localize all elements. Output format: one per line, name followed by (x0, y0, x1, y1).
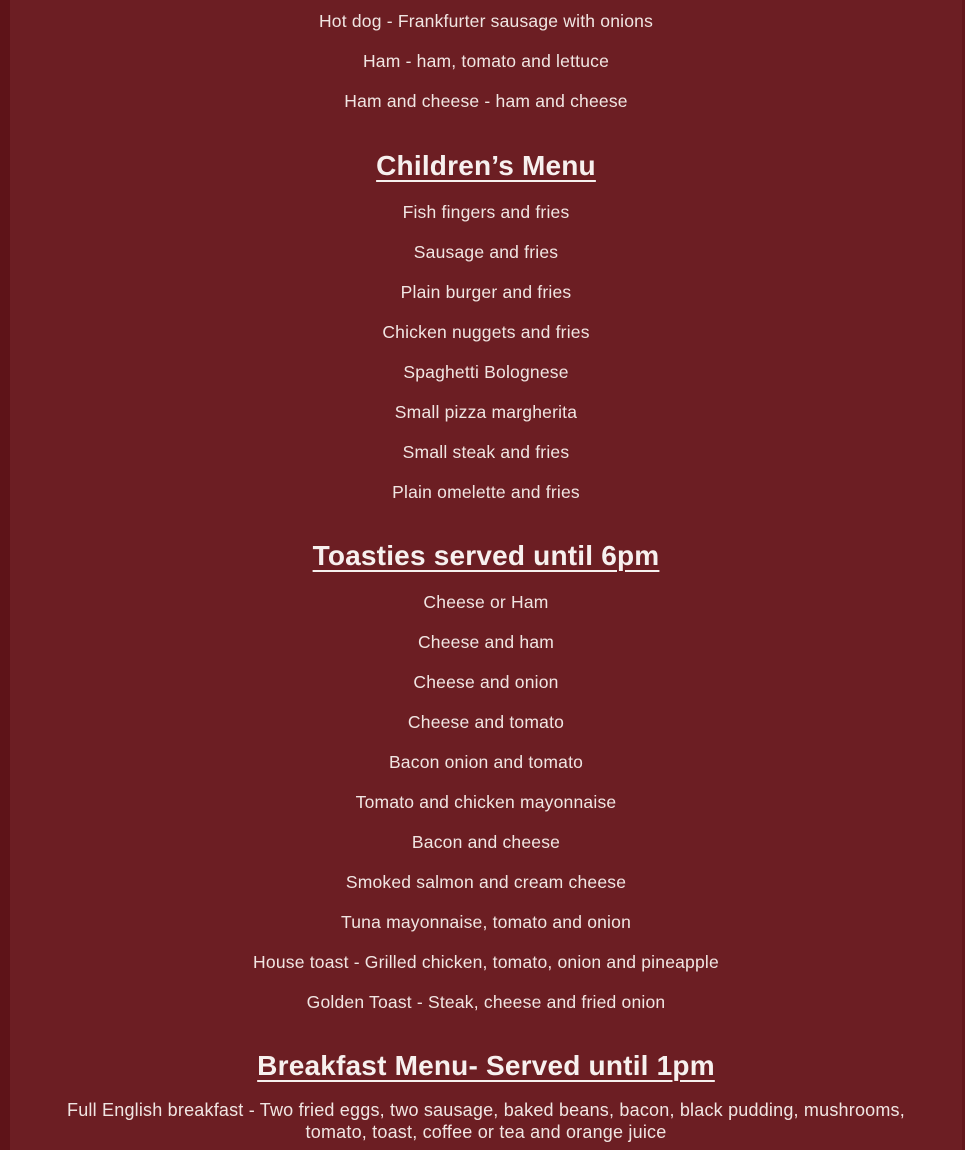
intro-items-group (10, 1, 962, 121)
menu-item-cheese-and-tomato: Cheese and tomato (407, 712, 565, 732)
menu-item-cheese-and-onion: Cheese and onion (413, 672, 559, 692)
menu-item-plain-burger: Plain burger and fries (400, 282, 572, 302)
menu-content (10, 0, 962, 1150)
section-title-breakfast (10, 1046, 962, 1086)
menu-item-bacon-onion-tomato: Bacon onion and tomato (388, 752, 584, 772)
menu-item-plain-omelette: Plain omelette and fries (392, 482, 580, 502)
section-title-toasties-text: Toasties served until 6pm (312, 540, 660, 571)
menu-item-bacon-and-cheese: Bacon and cheese (411, 832, 561, 852)
menu-item-spaghetti-bolognese: Spaghetti Bolognese (403, 362, 569, 382)
menu-item-house-toast: House toast - Grilled chicken, tomato, onion and pineapple (253, 952, 719, 972)
menu-item-small-pizza: Small pizza margherita (394, 402, 578, 422)
left-border-strip (0, 0, 10, 1150)
section-title-breakfast-text: Breakfast Menu- Served until 1pm (257, 1050, 715, 1081)
menu-item-fish-fingers: Fish fingers and fries (402, 202, 570, 222)
menu-item-chicken-nuggets: Chicken nuggets and fries (382, 322, 590, 342)
toasties-items-group (10, 582, 962, 1022)
section-title-childrens-menu-text: Children’s Menu (376, 150, 596, 181)
section-title-toasties (10, 536, 962, 576)
menu-item-cheese-and-ham: Cheese and ham (417, 632, 555, 652)
menu-item-small-steak: Small steak and fries (402, 442, 570, 462)
menu-item-full-english-breakfast: Full English breakfast - Two fried eggs, two sausage, baked beans, bacon, black pudding, mushrooms, tomato, toast, coffee or tea and orange juice (67, 1100, 905, 1142)
menu-item-tomato-chicken-mayo: Tomato and chicken mayonnaise (355, 792, 617, 812)
childrens-menu-items-group (10, 192, 962, 512)
menu-item-hot-dog: Hot dog - Frankfurter sausage with onions (318, 11, 654, 31)
menu-item-ham-and-cheese: Ham and cheese - ham and cheese (344, 91, 628, 111)
menu-item-tuna-mayonnaise: Tuna mayonnaise, tomato and onion (340, 912, 632, 932)
menu-item-golden-toast: Golden Toast - Steak, cheese and fried onion (306, 992, 666, 1012)
menu-item-sausage-fries: Sausage and fries (413, 242, 559, 262)
menu-item-ham: Ham - ham, tomato and lettuce (362, 51, 610, 71)
menu-item-smoked-salmon: Smoked salmon and cream cheese (345, 872, 627, 892)
section-title-childrens-menu (10, 146, 962, 186)
menu-item-cheese-or-ham: Cheese or Ham (423, 592, 549, 612)
